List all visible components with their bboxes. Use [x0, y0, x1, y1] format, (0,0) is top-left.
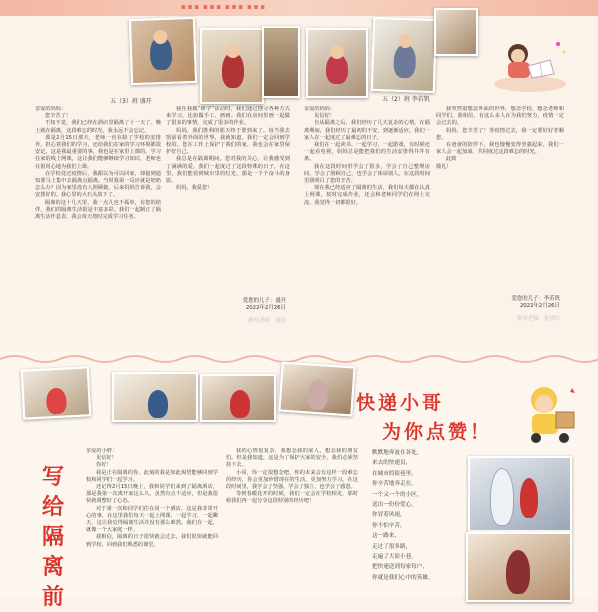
photo-courier-2 — [466, 532, 572, 602]
courier-illustration — [512, 378, 582, 446]
bottom-letter-p: 我的心情很复杂，我想念我的家人，想念我的朋友们。但是我知道，这是为了保护大家的安全，我们必须坚持下去。 — [226, 448, 358, 469]
signature-date: 2022年2月26日 — [245, 305, 286, 311]
courier-title-line-1: 快递小哥 — [356, 392, 445, 414]
caption-right: 五（2）班 李若钒 — [382, 96, 430, 103]
vertical-title-char: 写 — [41, 464, 64, 490]
bottom-letter-p: 等到春暖花开的时候，我们一定会在学校相见，那时候我们再一起分享这段特别的经历吧！ — [226, 491, 358, 505]
photo-courier-1 — [468, 456, 572, 532]
poem-line: 在城市的街巷里， — [372, 470, 417, 477]
advisor-line — [440, 316, 560, 323]
vertical-title-char: 前 — [41, 584, 64, 610]
photo-bottom-1 — [21, 366, 92, 419]
poem-line: 你就是我们心中的英雄。 — [372, 574, 434, 581]
letter-left-p: 不知不觉，我们已经在酒店里隔离了十一天了。晚上就在隔离，这段难忘的时光，我永远不会忘记。 — [35, 120, 161, 134]
letter-left-p: 隔离的这十几天里，我一点儿也不孤单，有您的陪伴，我们的隔离生活很是丰富多彩。我们一起制订了隔离生活作息表，我会每天按时完成学习任务。 — [35, 199, 161, 221]
poem-line: 一个又一个的小区， — [372, 491, 423, 498]
poem-line — [372, 583, 462, 593]
vertical-title — [40, 462, 66, 612]
courier-poem — [372, 448, 462, 598]
bottom-letter-p: 你好！ — [96, 462, 112, 469]
advisor-label: 指导老师： — [516, 316, 544, 322]
courier-title — [356, 388, 516, 444]
poem-line: 你不怕辛苦， — [372, 522, 406, 529]
closing-line: 敬礼！ — [436, 163, 452, 170]
advisor-line — [166, 318, 286, 325]
letter-left-p: 在学校处过疫情后，我跟以为可以回家，却接到通知要马上集中去隔离点隔离。当时我第一反应就是奶奶怎么办？因为家里没有人照顾她。后来妈妈告诉我，会安排好的。我心里的大石头放下了。 — [35, 170, 161, 199]
letter-left-p: 我在我做“研学”活动时，我们通过搜寻各种方式来学习，比如做手工、画画。我们在房间里画一起做了很多的事情，完成了很多的作业。 — [166, 106, 290, 127]
top-banner — [0, 0, 598, 16]
vertical-title-char: 离 — [41, 554, 64, 580]
letter-right-p: 见信好！ — [314, 113, 335, 120]
poem-line: 你冒着风雨， — [372, 512, 406, 519]
letter-right-p: 我们在一起读书、一起学习、一起游戏，有时候还一起看电视，妈妈总是能把我们的生活安排得井井有条。 — [304, 142, 430, 163]
photo-child-desk-1 — [129, 17, 197, 85]
wavy-divider — [0, 348, 598, 358]
bottom-letter-col-1 — [86, 448, 218, 598]
reading-child-illustration — [488, 32, 572, 94]
photo-bottom-4 — [278, 361, 355, 416]
poem-line: 送出一份份爱心， — [372, 502, 417, 509]
letter-left-p: 妈妈，我们胜利的那天终于要到来了。每当我去窗前看着外面的世界，我就知道，我们一定会回到学校的。您在工作上保护了我们的家，我也会在家里保护好自己。 — [166, 127, 290, 156]
letter-right-col-2 — [436, 106, 564, 286]
photo-child-desk-2 — [200, 28, 264, 104]
signature-name: 爱您的儿子：李若钒 — [511, 296, 560, 302]
letter-left-p: 那是2月15日那天，老师一直在除了学校的安排外，担心着我们的学习，还给我们在家的学习环境都很安定。这是我最重要的事，我也是在家里上课的。学习在家的线上网课，这让我们能够继续学习知识，老师也在很用心地为我们上课。 — [35, 134, 161, 170]
letter-right-p: 我在这段时间里学会了很多，学会了自己整理房间，学会了照顾自己，也学会了体谅别人。在这段时间里我明白了您的辛苦。 — [304, 163, 430, 185]
letter-right-p: 妈妈，您辛苦了！等疫情过去，我一定要好好孝顺您。 — [436, 127, 564, 141]
photo-bottom-3 — [200, 374, 276, 422]
bottom-letter-p: 我是正在隔离的你，此刻的我是如此渴望能够回到学校和同学们一起学习。 — [86, 469, 218, 483]
poem-line: 来去的快递员， — [372, 460, 412, 467]
photo-bottom-2 — [112, 372, 198, 422]
bottom-letter-p: 对于第一次和同学们住在同一个酒店，这是我非常开心的事，在这里我们每天一起上网课，一起学习，一起聊天，这让我觉得隔离生活并没有那么难熬。我们在一起，就像一个大家庭一样。 — [86, 505, 218, 534]
letter-right-p: 自从隔离之后，我们经历了几天复杂的心情。在隔离期间，我们经历了最初的不安，到逐渐适应，我们一家人在一起度过了最难忘的日子。 — [304, 120, 430, 141]
poem-line: 把快递送到每家每户， — [372, 564, 428, 571]
poem-line: 走遍了大街小巷， — [372, 554, 417, 561]
bottom-letter-col-2 — [226, 448, 358, 598]
signature-date: 2022年2月26日 — [519, 303, 560, 309]
letter-right-p: 现在我已经适应了隔离的生活，我们每天都在认真上网课，按时完成作业，还会和老师同学们在网上交流，我觉得一切都很好。 — [304, 185, 430, 206]
photo-child-desk-3 — [262, 26, 300, 98]
letter-left-signature — [166, 298, 286, 325]
letter-left-col-2 — [166, 106, 290, 294]
poem-line: 你辛苦地奔走在， — [372, 481, 417, 488]
vertical-title-char: 给 — [41, 494, 64, 520]
letter-left-p: 我总是在隔离期间，您对我的关心，让我感受到了满满的爱。我们一起度过了这段特殊的日子，在这里，我们能看到城市里的灯光，那是一个个奋斗的身影。 — [166, 156, 290, 185]
letter-right-signature — [440, 296, 560, 323]
bottom-letter-p: 见信好！ — [96, 455, 117, 462]
bottom-letter-p: 还记得2月15日晚上，我和同学们来到了隔离酒店，那是我第一次离开家这么久，虽然有点不适应，但是我很快就调整好了心态。 — [86, 484, 218, 505]
bottom-letter-p: 小哥，你一定很想念吧，你的未来会有这样一段难忘的经历，你会更加珍惜现在的生活，更加努力学习。在这段时间里，我学会了坚强，学会了独立，也学会了感恩。 — [226, 469, 358, 491]
caption-left: 五（3）班 盛开 — [110, 98, 152, 105]
letter-right-p: 我突然很想念外面的世界，想念学校，想念老师和同学们。我相信，有这么多人在为我们努力，疫情一定会过去的。 — [436, 106, 564, 127]
letter-left-p: 您辛苦了！ — [45, 113, 71, 120]
letter-right-p: 在爸爸的陪伴下，我也慢慢变得坚强起来，我们一家人会一起加油，共同度过这段难忘的时光。 — [436, 142, 564, 156]
letter-left-p: 妈妈，我爱您！ — [176, 185, 213, 192]
vertical-title-char: 隔 — [41, 524, 64, 550]
bottom-letter-greeting: 亲爱的小胖： — [86, 448, 118, 454]
letter-right-greeting: 亲爱的妈妈： — [304, 106, 336, 112]
poem-line: 默默地奔波在各处， — [372, 450, 423, 456]
poem-line: 这一路来， — [372, 533, 400, 540]
bottom-letter-p: 我相信，隔离的日子很快就会过去，我们很快就能回到学校，回到我们熟悉的课堂。 — [86, 534, 218, 548]
letter-right-col-1 — [304, 106, 430, 354]
signature-name: 爱您的儿子：盛开 — [242, 298, 286, 304]
letter-left-col-1 — [35, 106, 161, 354]
advisor-label: 指导老师： — [248, 318, 276, 324]
courier-title-line-2: 为你点赞！ — [382, 421, 493, 443]
advisor-name: 张祥红 — [543, 316, 560, 322]
photo-child-desk-6 — [434, 8, 478, 56]
closing-line: 此致 — [446, 156, 457, 163]
letter-left-greeting: 亲爱的妈妈： — [35, 106, 67, 112]
photo-child-desk-4 — [306, 28, 368, 98]
photo-child-desk-5 — [371, 17, 438, 93]
banner-title-fragment: ………… — [180, 0, 268, 14]
poem-line: 走过了很多路， — [372, 543, 412, 550]
advisor-name: 张垃 — [275, 318, 286, 324]
